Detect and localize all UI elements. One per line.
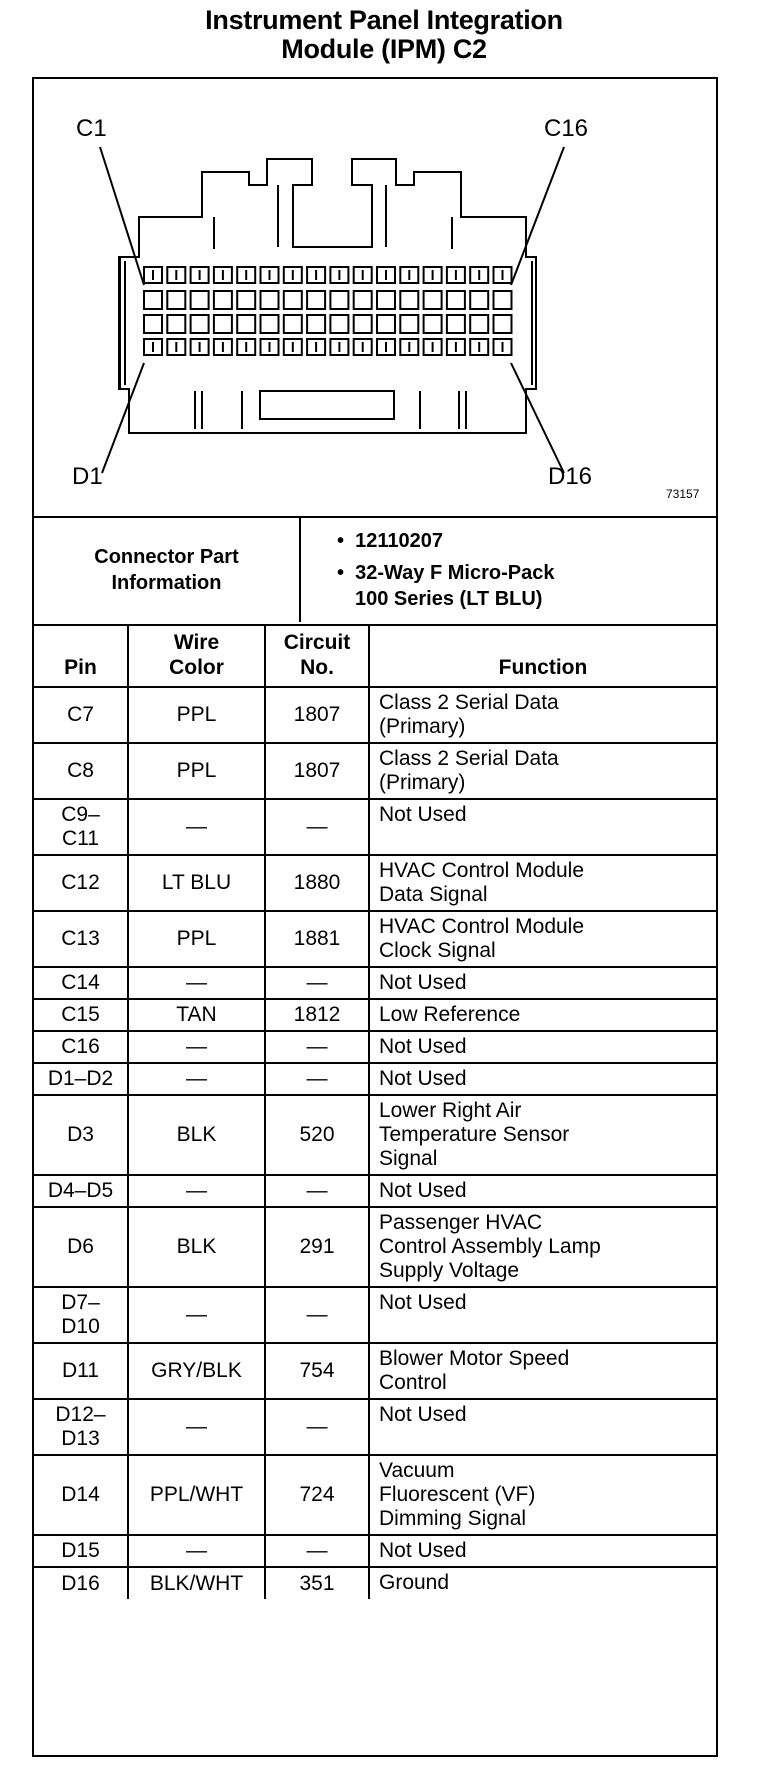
connector-pin-cavity: [307, 315, 325, 333]
function-cell: Passenger HVAC Control Assembly Lamp Supply Voltage: [369, 1207, 716, 1287]
circuit-cell: 1880: [265, 855, 369, 911]
circuit-cell: 520: [265, 1095, 369, 1175]
pin-cell: C8: [34, 743, 128, 799]
pin-table: [34, 624, 716, 1599]
wire-color-cell: —: [128, 1175, 265, 1207]
function-cell: Vacuum Fluorescent (VF) Dimming Signal: [369, 1455, 716, 1535]
lower-key-slot: [260, 391, 394, 419]
connector-pin-cavity: [330, 291, 348, 309]
circuit-cell: 1807: [265, 687, 369, 743]
connector-pin-cavity: [354, 315, 372, 333]
function-cell: HVAC Control Module Clock Signal: [369, 911, 716, 967]
connector-pin-cavity: [284, 315, 302, 333]
circuit-cell: —: [265, 799, 369, 855]
label-d1: D1: [72, 463, 103, 490]
wire-color-cell: LT BLU: [128, 855, 265, 911]
header-circuit: Circuit No.: [265, 625, 369, 687]
connector-pin-cavity: [470, 315, 488, 333]
circuit-cell: —: [265, 1535, 369, 1567]
connector-pin-cavity: [354, 291, 372, 309]
connector-info-table: [34, 516, 716, 622]
wire-color-cell: PPL: [128, 687, 265, 743]
pin-cell: C12: [34, 855, 128, 911]
circuit-cell: —: [265, 1175, 369, 1207]
label-c1: C1: [76, 115, 107, 142]
pin-table-row: [34, 1567, 716, 1599]
connector-pin-cavity: [191, 291, 209, 309]
function-cell: Class 2 Serial Data (Primary): [369, 687, 716, 743]
pin-cell: C9– C11: [34, 799, 128, 855]
circuit-cell: —: [265, 1031, 369, 1063]
connector-pin-cavity: [377, 291, 395, 309]
circuit-cell: —: [265, 1063, 369, 1095]
wire-color-cell: BLK: [128, 1207, 265, 1287]
wire-color-cell: —: [128, 967, 265, 999]
header-function: Function: [369, 625, 716, 687]
connector-pin-cavity: [400, 291, 418, 309]
connector-pin-cavity: [214, 291, 232, 309]
connector-pin-cavity: [144, 291, 162, 309]
wire-color-cell: TAN: [128, 999, 265, 1031]
connector-diagram: [34, 79, 716, 515]
circuit-cell: —: [265, 1399, 369, 1455]
wire-color-cell: PPL/WHT: [128, 1455, 265, 1535]
pin-table-row: [34, 967, 716, 999]
function-cell: HVAC Control Module Data Signal: [369, 855, 716, 911]
leader-d1: [102, 363, 144, 473]
pin-table-row: [34, 911, 716, 967]
pin-cell: D4–D5: [34, 1175, 128, 1207]
pin-table-row: [34, 1063, 716, 1095]
function-cell: Low Reference: [369, 999, 716, 1031]
function-cell: Not Used: [369, 1535, 716, 1567]
function-cell: Ground: [369, 1567, 716, 1599]
connector-pin-cavity: [494, 315, 512, 333]
pin-table-row: [34, 1095, 716, 1175]
function-cell: Not Used: [369, 1031, 716, 1063]
function-cell: Class 2 Serial Data (Primary): [369, 743, 716, 799]
connector-info-label: Connector Part Information: [34, 517, 300, 622]
leader-d16: [511, 363, 564, 473]
connector-pin-cavity: [167, 291, 185, 309]
wire-color-cell: PPL: [128, 911, 265, 967]
connector-pin-cavity: [284, 291, 302, 309]
circuit-cell: 1881: [265, 911, 369, 967]
function-cell: Not Used: [369, 1287, 716, 1343]
connector-pin-cavity: [307, 291, 325, 309]
connector-pin-cavity: [424, 315, 442, 333]
function-cell: Not Used: [369, 1175, 716, 1207]
header-wire-color: Wire Color: [128, 625, 265, 687]
function-cell: Not Used: [369, 1399, 716, 1455]
function-cell: Lower Right Air Temperature Sensor Signal: [369, 1095, 716, 1175]
pin-cell: D1–D2: [34, 1063, 128, 1095]
wire-color-cell: —: [128, 1287, 265, 1343]
connector-pin-cavity: [447, 315, 465, 333]
pin-table-row: [34, 1031, 716, 1063]
circuit-cell: 1812: [265, 999, 369, 1031]
pin-cell: D16: [34, 1567, 128, 1599]
connector-pin-cavity: [424, 291, 442, 309]
pin-table-row: [34, 799, 716, 855]
pin-table-row: [34, 999, 716, 1031]
header-pin: Pin: [34, 625, 128, 687]
function-cell: Not Used: [369, 967, 716, 999]
figure-reference-number: 73157: [666, 487, 700, 501]
connector-sheet: [32, 77, 718, 1757]
connector-info-values: • 12110207 • 32-Way F Micro-Pack 100 Series (LT BLU): [300, 517, 716, 622]
pin-table-row: [34, 743, 716, 799]
connector-pin-cavity: [144, 315, 162, 333]
pin-table-row: [34, 1455, 716, 1535]
pin-table-row: [34, 1207, 716, 1287]
connector-description: • 32-Way F Micro-Pack: [337, 562, 555, 584]
pin-table-header: [34, 625, 716, 687]
circuit-cell: —: [265, 967, 369, 999]
connector-pin-cavity: [214, 315, 232, 333]
title-line-1: Instrument Panel Integration: [205, 5, 563, 35]
wire-color-cell: —: [128, 799, 265, 855]
circuit-cell: 754: [265, 1343, 369, 1399]
function-cell: Not Used: [369, 799, 716, 855]
wire-color-cell: —: [128, 1031, 265, 1063]
circuit-cell: 351: [265, 1567, 369, 1599]
connector-pin-cavity: [494, 291, 512, 309]
circuit-cell: 291: [265, 1207, 369, 1287]
pin-table-row: [34, 1535, 716, 1567]
connector-pin-cavity: [261, 315, 279, 333]
pin-cell: C16: [34, 1031, 128, 1063]
function-cell: Blower Motor Speed Control: [369, 1343, 716, 1399]
wire-color-cell: BLK: [128, 1095, 265, 1175]
pin-cell: D11: [34, 1343, 128, 1399]
connector-pin-cavity: [237, 291, 255, 309]
circuit-cell: —: [265, 1287, 369, 1343]
connector-pin-cavity: [470, 291, 488, 309]
pin-table-row: [34, 1399, 716, 1455]
pin-cell: D6: [34, 1207, 128, 1287]
pin-cell: C14: [34, 967, 128, 999]
pin-table-row: [34, 1287, 716, 1343]
wire-color-cell: PPL: [128, 743, 265, 799]
wire-color-cell: —: [128, 1063, 265, 1095]
wire-color-cell: —: [128, 1399, 265, 1455]
connector-pin-cavity: [330, 315, 348, 333]
wire-color-cell: GRY/BLK: [128, 1343, 265, 1399]
connector-pin-cavity: [261, 291, 279, 309]
circuit-cell: 1807: [265, 743, 369, 799]
part-number: • 12110207: [337, 530, 444, 552]
pin-cell: D7– D10: [34, 1287, 128, 1343]
connector-pin-cavity: [191, 315, 209, 333]
pin-cell: D12– D13: [34, 1399, 128, 1455]
connector-pin-cavity: [237, 315, 255, 333]
wire-color-cell: —: [128, 1535, 265, 1567]
function-cell: Not Used: [369, 1063, 716, 1095]
label-d16: D16: [548, 463, 593, 490]
pin-table-row: [34, 687, 716, 743]
label-c16: C16: [544, 115, 589, 142]
connector-drawing: [34, 79, 716, 515]
connector-pin-cavity: [447, 291, 465, 309]
connector-pin-cavity: [377, 315, 395, 333]
pin-cell: D14: [34, 1455, 128, 1535]
pin-table-row: [34, 1175, 716, 1207]
pin-table-row: [34, 855, 716, 911]
connector-pin-cavity: [167, 315, 185, 333]
pin-grid: [144, 267, 512, 355]
pin-cell: C7: [34, 687, 128, 743]
page-title: [0, 6, 768, 64]
circuit-cell: 724: [265, 1455, 369, 1535]
pin-cell: D15: [34, 1535, 128, 1567]
pin-table-row: [34, 1343, 716, 1399]
connector-pin-cavity: [400, 315, 418, 333]
wire-color-cell: BLK/WHT: [128, 1567, 265, 1599]
leader-c1: [100, 147, 144, 285]
pin-cell: C13: [34, 911, 128, 967]
title-line-2: Module (IPM) C2: [281, 34, 487, 64]
pin-cell: D3: [34, 1095, 128, 1175]
pin-cell: C15: [34, 999, 128, 1031]
